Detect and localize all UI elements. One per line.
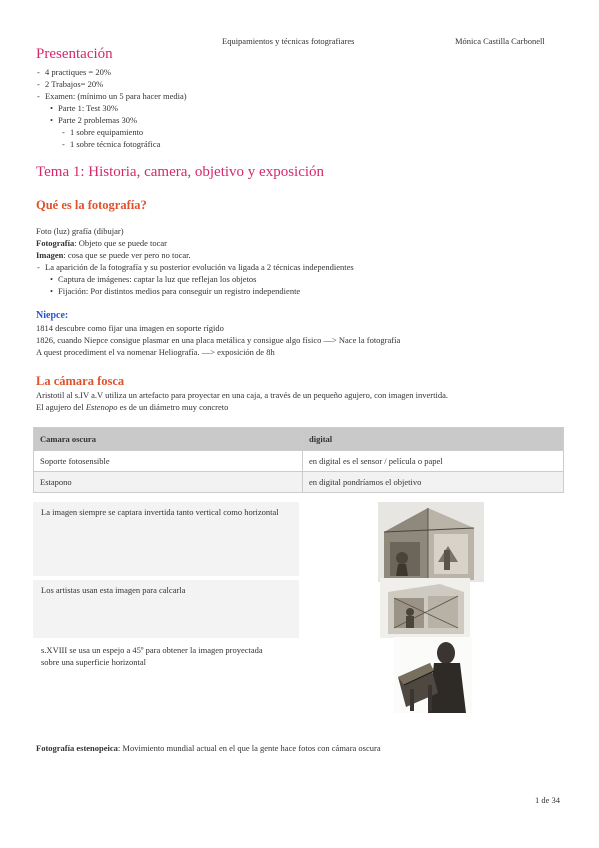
tema1-heading: Tema 1: Historia, camera, objetivo y exposición — [36, 164, 325, 180]
niepce-line: 1814 descubre como fijar una imagen en soporte rígido — [36, 323, 224, 333]
table-row — [34, 451, 564, 472]
term-estenopo: Estenopo — [85, 402, 118, 412]
page-number: 1 de 34 — [535, 795, 561, 805]
camara-line — [36, 401, 228, 413]
text-segment: El agujero del — [36, 402, 86, 412]
list-item: - 4 practiques = 20% — [45, 66, 187, 78]
definition-text: : Objeto que se puede tocar — [74, 238, 168, 248]
exam-subparts-list — [70, 126, 160, 150]
note-box — [33, 640, 299, 700]
note-box — [33, 580, 299, 638]
note-text: s.XVIII se usa un espejo a 45º para obtener la imagen proyectada sobre una superficie horizontal — [41, 645, 263, 667]
definition-text: : Movimiento mundial actual en el que la gente hace fotos con cámara oscura — [117, 743, 381, 753]
niepce-line: 1826, cuando Niepce consigue plasmar en una placa metálica y consigue algo físico —> Nace la fotografía — [36, 335, 401, 345]
niepce-line: A quest procediment el va nomenar Heliografía. —> exposición de 8h — [36, 347, 275, 357]
list-item: - 1 sobre equipamiento — [70, 126, 160, 138]
presentacion-heading: Presentación — [36, 46, 113, 62]
techniques-list — [45, 261, 354, 273]
camara-line: Aristotil al s.IV a.V utiliza un artefacto para proyectar en una caja, a través de un pequeño agujero, con imagen invertida. — [36, 390, 449, 400]
exam-parts-list — [58, 102, 137, 126]
camara-heading: La cámara fosca — [36, 374, 125, 388]
list-item: • Captura de imágenes: captar la luz que reflejan los objetos — [58, 273, 300, 285]
definition-text: : cosa que se puede ver pero no tocar. — [63, 250, 191, 260]
techniques-bullets — [58, 273, 300, 297]
table-row — [34, 472, 564, 493]
table-header-row — [34, 428, 564, 451]
table-header-cell: Camara oscura — [34, 428, 303, 451]
term-estenopeica: Fotografía estenopeica — [36, 743, 118, 753]
definition-imagen — [36, 249, 191, 261]
note-text: La imagen siempre se captara invertida tanto vertical como horizontal — [41, 507, 279, 517]
list-item: - 2 Trabajos= 20% — [45, 78, 187, 90]
list-item: • Fijación: Por distintos medios para conseguir un registro independiente — [58, 285, 300, 297]
camera-obscura-room-illustration — [378, 502, 484, 582]
note-text: Los artistas usan esta imagen para calcarla — [41, 585, 186, 595]
mirror-camera-illustration — [394, 637, 472, 713]
etymology-line: Foto (luz) grafía (dibujar) — [36, 226, 124, 236]
list-item: • Parte 2 problemas 30% — [58, 114, 137, 126]
estenopeica-line — [36, 742, 381, 754]
comparison-table — [33, 427, 564, 493]
drawing-camera-illustration — [380, 578, 470, 638]
list-item: - Examen: (mínimo un 5 para hacer media) — [45, 90, 187, 102]
term-fotografia: Fotografía — [36, 238, 75, 248]
presentacion-list — [45, 66, 187, 102]
author-name: Mónica Castilla Carbonell — [455, 36, 545, 46]
text-segment: es de un diámetro muy concreto — [117, 402, 229, 412]
table-cell: en digital pondríamos el objetivo — [303, 472, 564, 493]
table-cell: Soporte fotosensible — [34, 451, 303, 472]
list-item: - 1 sobre técnica fotográfica — [70, 138, 160, 150]
table-header-cell: digital — [303, 428, 564, 451]
term-imagen: Imagen — [36, 250, 64, 260]
niepce-heading: Niepce: — [36, 310, 69, 321]
list-item: - La aparición de la fotografía y su posterior evolución va ligada a 2 técnicas independientes — [45, 261, 354, 273]
table-cell: en digital es el sensor / película o papel — [303, 451, 564, 472]
list-item: • Parte 1: Test 30% — [58, 102, 137, 114]
que-es-heading: Qué es la fotografía? — [36, 198, 147, 212]
table-cell: Estapono — [34, 472, 303, 493]
definition-fotografia — [36, 237, 167, 249]
document-title: Equipamientos y técnicas fotografiares — [222, 36, 355, 46]
note-box — [33, 502, 299, 576]
